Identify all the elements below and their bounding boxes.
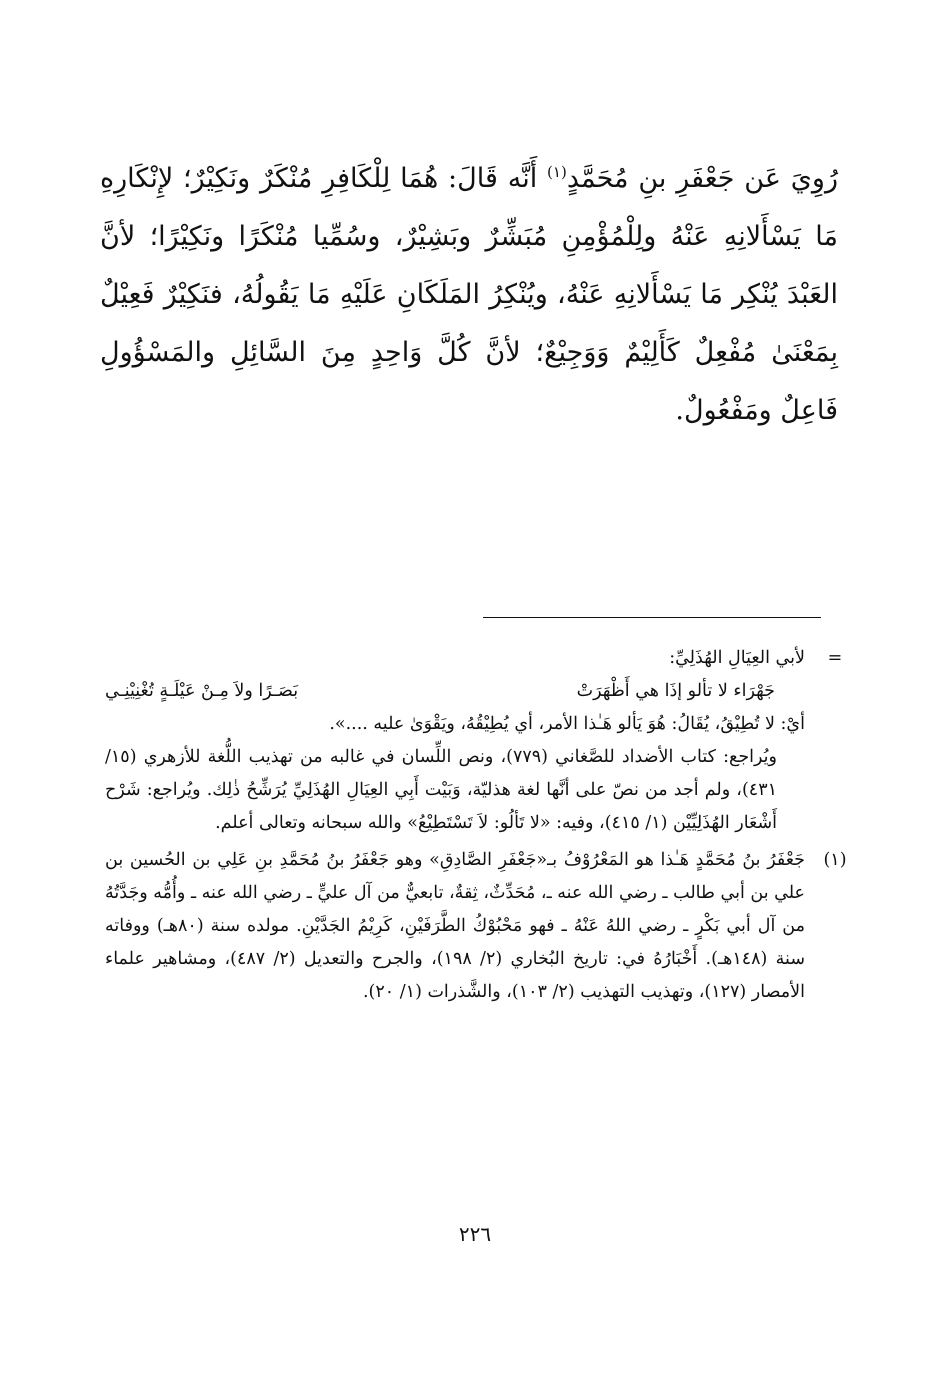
footnote-1-text: جَعْفَرُ بنُ مُحَمَّدٍ هَـٰذا هو المَعْرُوْفُ بـ«جَعْفَرِ الصَّادِقِ» وهو جَعْفَرُ بنُ مُحَمَّدِ بنِ عَلِي بن الحُسين بن علي بن أبي طالب ـ رضي الله عنه ـ، مُحَدِّثٌ، ثِقةٌ، تابعيٌّ من آل عليٍّ ـ رضي الله عنه ـ وأُمُّه وجَدَّتُهُ من آل أبي بَكْرٍ ـ رضي اللهُ عَنْهُ ـ فهو مَحْبُوْكُ الطَّرَفَيْنِ، كَرِيْمُ الجَدَّيْنِ. مولده سنة (٨٠هـ) ووفاته سنة (١٤٨هـ). أَخْبَارُهُ في: تاريخ البُخاري (٢/ ١٩٨)، والجرح والتعديل (٢/ ٤٨٧)، ومشاهير علماء الأمصار (١٢٧)، وتهذيب التهذيب (٢/ ١٠٣)، والشَّذرات (١/ ٢٠). [105,850,805,1002]
footnote-reference[interactable]: (١) [547,163,567,181]
continuation-marker: = [827,648,843,668]
verse-first-hemistich: جَهْرَاء لا تألو إذَا هي أَظْهَرَتْ [576,681,775,701]
main-paragraph-start: رُوِيَ عَن جَعْفَرِ بنِ مُحَمَّدٍ [566,163,839,194]
footnote-continuation [105,642,843,840]
see-also-paragraph: ويُراجع: كتاب الأضداد للصَّغاني (٧٧٩)، ونص اللِّسان في غالبه من تهذيب اللُّغة للأزهري (١٥/ ٤٣١)، ولم أجد من نصّ على أنَّها لغة هذليّة، وَبَيْت أَبِي العِيَالِ الهُذَلِيِّ يُرَشِّحُ ذٰلِك. ويُراجع: شَرْح أَشْعَار الهُذَلِيِّيْن (١/ ٤١٥)، وفيه: «لا تَألُو: لاَ تَسْتَطِيْعُ» والله سبحانه وتعالى أعلم. [105,747,777,833]
verse-second-hemistich: بَصَـرًا ولاَ مِـنْ عَيْلَـةٍ تُغْنِيْنِـي [105,681,299,701]
page-number: ٢٢٦ [458,1222,492,1246]
footnote-1-marker: (١) [823,850,847,870]
main-paragraph [100,150,838,440]
poet-line: لأبي العِيَالِ الهُذَلِيِّ: [669,648,805,668]
footnotes [105,642,847,1013]
verse-explanation: أيْ: لا تُطِيْقُ، يُقَالُ: هُوَ يَألو هَـٰذا الأمر، أي يُطِيْقُهُ، ويَقْوَىٰ عليه ....». [329,714,805,734]
footnote-separator [483,617,821,618]
footnote-1 [105,844,847,1009]
main-text [100,150,838,440]
poetry-verse [105,675,805,708]
main-paragraph-rest: أَنَّه قَالَ: هُمَا لِلْكَافِرِ مُنْكَرٌ ونَكِيْرٌ؛ لإِنْكَارِهِ مَا يَسْأَلانِهِ عَنْهُ ولِلْمُؤْمِنِ مُبَشِّرٌ وبَشِيْرٌ، وسُمِّيا مُنْكَرًا ونَكِيْرًا؛ لأنَّ العَبْدَ يُنْكِر مَا يَسْأَلانِهِ عَنْهُ، ويُنْكِرُ المَلَكَانِ عَلَيْهِ مَا يَقُولُهُ، فنَكِيْرٌ فَعِيْلٌ بِمَعْنَىٰ مُفْعِلٌ كَأَلِيْمٌ وَوَجِيْعٌ؛ لأنَّ كُلَّ وَاحِدٍ مِنَ السَّائِلِ والمَسْؤُولِ فَاعِلٌ ومَفْعُولٌ. [100,163,838,426]
